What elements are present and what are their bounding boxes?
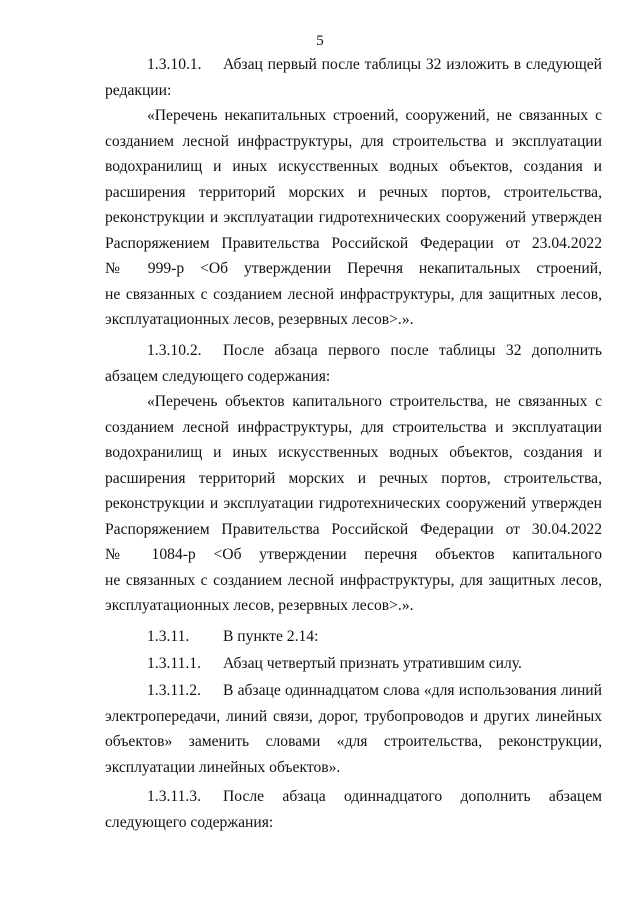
paragraph-1-3-10-2 <box>105 338 602 389</box>
clause-number: 1.3.11. <box>147 628 190 645</box>
paragraph-line: электропередачи, линий связи, дорог, трубопроводов и других линейных <box>105 707 602 725</box>
clause-text: После абзаца одиннадцатого дополнить абзацем <box>223 788 602 805</box>
clause-text: Абзац первый после таблицы 32 изложить в следующей <box>223 56 602 73</box>
paragraph-line: реконструкции и эксплуатации гидротехнических сооружений утвержден <box>105 209 602 226</box>
paragraph-line: эксплуатационных лесов, резервных лесов>.». <box>105 311 414 328</box>
paragraph-1-3-11-1 <box>105 651 602 677</box>
paragraph-line: «Перечень объектов капитального строительства, не связанных с <box>147 393 602 410</box>
clause-text: В пункте 2.14: <box>223 628 319 645</box>
paragraph-line <box>105 338 602 364</box>
paragraph-line: Распоряжением Правительства Российской Федерации от 23.04.2022 <box>105 234 602 252</box>
paragraph-line: расширения территорий морских и речных портов, строительства, <box>105 469 602 487</box>
clause-number: 1.3.11.2. <box>147 682 201 699</box>
paragraph-line <box>105 784 602 810</box>
quoted-paragraph-1 <box>105 103 602 333</box>
paragraph-line: расширения территорий морских и речных портов, строительства, <box>105 183 602 201</box>
paragraph-line: водохранилищ и иных искусственных водных объектов, создания и <box>105 158 602 175</box>
clause-number: 1.3.10.1. <box>147 56 202 73</box>
paragraph-line <box>105 624 602 650</box>
paragraph-line: абзацем следующего содержания: <box>105 367 331 385</box>
clause-number: 1.3.11.3. <box>147 788 201 805</box>
paragraph-line: реконструкции и эксплуатации гидротехнических сооружений утвержден <box>105 495 602 512</box>
paragraph-line: водохранилищ и иных искусственных водных объектов, создания и <box>105 444 602 461</box>
paragraph-line: редакции: <box>105 81 172 99</box>
quoted-paragraph-2 <box>105 389 602 619</box>
clause-text: В абзаце одиннадцатом слова «для использования линий <box>223 682 602 699</box>
clause-text: После абзаца первого после таблицы 32 дополнить <box>223 342 602 359</box>
paragraph-1-3-11-3 <box>105 784 602 835</box>
paragraph-1-3-11 <box>105 624 602 650</box>
paragraph-line <box>105 678 602 704</box>
page-number: 5 <box>316 33 324 49</box>
paragraph-line: Распоряжением Правительства Российской Федерации от 30.04.2022 <box>105 520 602 538</box>
paragraph-line: не связанных с созданием лесной инфраструктуры, для защитных лесов, <box>105 285 602 303</box>
paragraph-line <box>105 651 602 677</box>
paragraph-line: не связанных с созданием лесной инфраструктуры, для защитных лесов, <box>105 571 602 589</box>
paragraph-line: следующего содержания: <box>105 813 274 831</box>
paragraph-line: созданием лесной инфраструктуры, для строительства и эксплуатации <box>105 132 602 150</box>
paragraph-line: № 999-р <Об утверждении Перечня некапитальных строений, <box>105 260 602 277</box>
paragraph-line: эксплуатационных лесов, резервных лесов>.». <box>105 597 414 614</box>
paragraph-line: «Перечень некапитальных строений, сооружений, не связанных с <box>147 107 602 124</box>
paragraph-line: № 1084-р <Об утверждении перечня объектов капитального <box>105 546 602 563</box>
clause-number: 1.3.11.1. <box>147 655 201 672</box>
paragraph-1-3-10-1 <box>105 52 602 103</box>
paragraph-1-3-11-2 <box>105 678 602 780</box>
clause-number: 1.3.10.2. <box>147 342 202 359</box>
paragraph-line: созданием лесной инфраструктуры, для строительства и эксплуатации <box>105 418 602 436</box>
paragraph-line: объектов» заменить словами «для строительства, реконструкции, <box>105 733 602 750</box>
paragraph-line: эксплуатации линейных объектов». <box>105 758 341 776</box>
clause-text: Абзац четвертый признать утратившим силу. <box>223 655 522 672</box>
paragraph-line <box>105 52 602 78</box>
